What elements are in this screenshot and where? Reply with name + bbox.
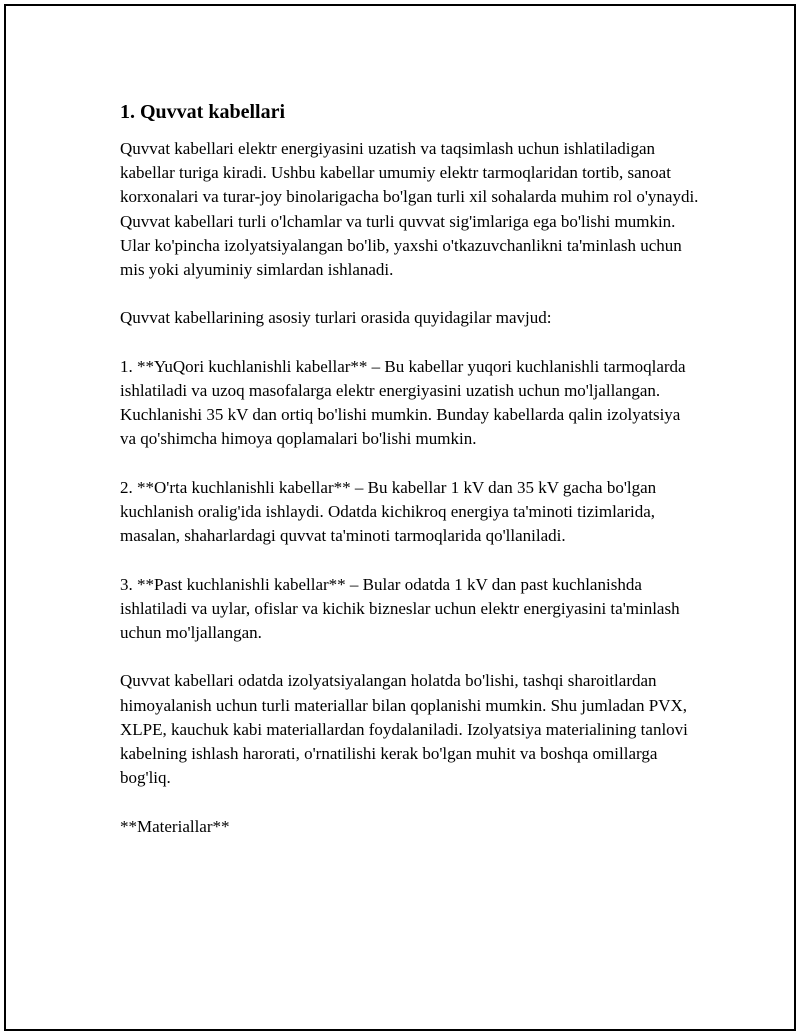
paragraph-medium-voltage: 2. **O'rta kuchlanishli kabellar** – Bu kabellar 1 kV dan 35 kV gacha bo'lgan kuchlanish oralig'ida ishlaydi. Odatda kichikroq energiya ta'minoti tizimlarida, masalan, shaharlardagi quvvat ta'minoti tarmoqlarida qo'llaniladi. (120, 477, 657, 546)
paragraph-high-voltage: 1. **YuQori kuchlanishli kabellar** – Bu kabellar yuqori kuchlanishli tarmoqlarda ishlatiladi va uzoq masofalarga elektr energiyasini uzatish uchun mo'ljallangan. Kuchlanishi 35 kV dan ortiq bo'lishi mumkin. Bunday kabellarda qalin izolyatsiya va qo'shimcha himoya qoplamalari bo'lishi mumkin. (120, 356, 686, 449)
paragraph-low-voltage: 3. **Past kuchlanishli kabellar** – Bular odatda 1 kV dan past kuchlanishda ishlatiladi va uylar, ofislar va kichik bizneslar uchun elektr energiyasini ta'minlash uchun mo'ljallangan. (120, 574, 680, 642)
section-heading: 1. Quvvat kabellari (120, 101, 286, 123)
paragraph-insulation: Quvvat kabellari odatda izolyatsiyalangan holatda bo'lishi, tashqi sharoitlardan himoyalanish uchun turli materiallar bilan qoplanishi mumkin. Shu jumladan PVX, XLPE, kauchuk kabi materiallardan foydalaniladi. Izolyatsiya materialining tanlovi kabelning ishlash harorati, o'rnatilishi kerak bo'lgan muhit va boshqa omillarga bog'liq. (120, 671, 688, 788)
document-body (120, 99, 700, 839)
paragraph-intro: Quvvat kabellari elektr energiyasini uzatish va taqsimlash uchun ishlatiladigan kabellar turiga kiradi. Ushbu kabellar umumiy elektr tarmoqlaridan tortib, sanoat korxonalari va turar-joy binolarigacha bo'lgan turli xil sohalarda muhim rol o'ynaydi. Quvvat kabellari turli o'lchamlar va turli quvvat sig'imlariga ega bo'lishi mumkin. Ular ko'pincha izolyatsiyalangan bo'lib, yaxshi o'tkazuvchanlikni ta'minlash uchun mis yoki alyuminiy simlardan ishlanadi. (120, 139, 699, 280)
paragraph-materials-heading: **Materiallar** (120, 816, 230, 836)
page-frame (4, 4, 796, 1031)
paragraph-types-lead: Quvvat kabellarining asosiy turlari orasida quyidagilar mavjud: (120, 308, 552, 328)
